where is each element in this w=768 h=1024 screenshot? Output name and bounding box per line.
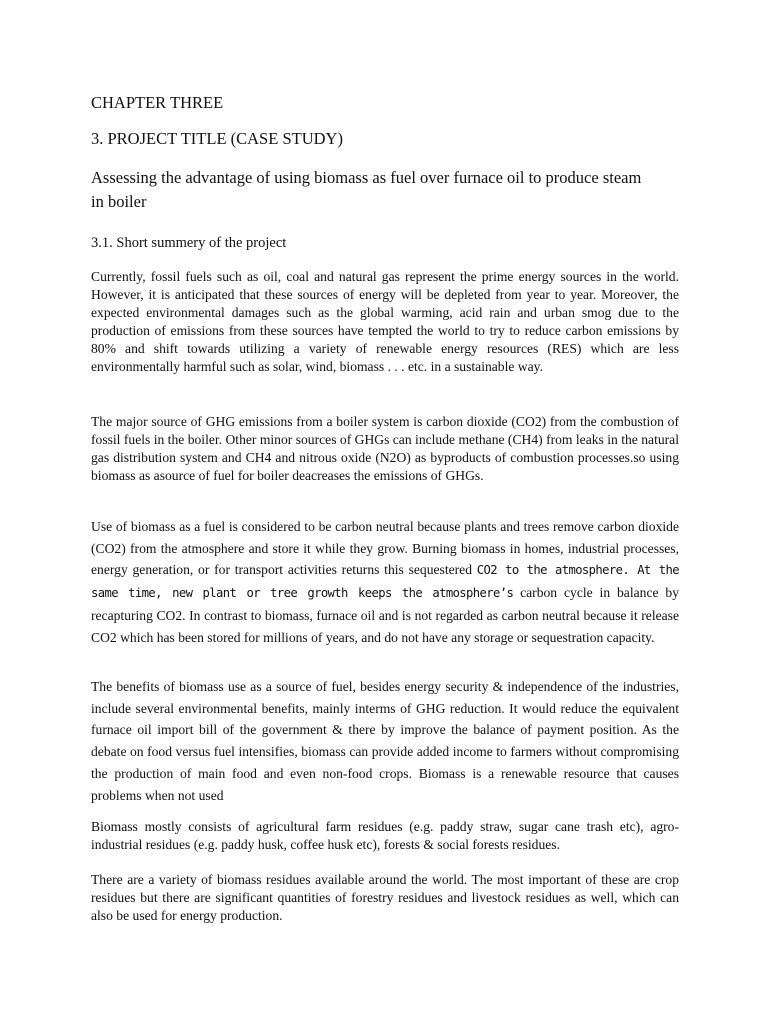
paragraph-carbon-neutral-part-1: Use of biomass as a fuel is considered to be carbon neutral because plants and trees remove carbon dioxide (CO2) from the atmosphere and store it while they grow. Burning biomass in homes, industrial processes, energy generation, or for transport activities returns this sequestered [91,519,679,578]
subtitle-line-1: Assessing the advantage of using biomass as fuel over furnace oil to produce steam [91,168,642,187]
project-subtitle [91,166,679,214]
paragraph-biomass-residues: There are a variety of biomass residues available around the world. The most important of these are crop residues but there are significant quantities of forestry residues and livestock residues as well, which can also be used for energy production. [91,872,679,923]
paragraph-carbon-neutral-part-2: carbon cycle in balance by recapturing CO2. In contrast to biomass, furnace oil and is not regarded as carbon neutral because it release CO2 which has been stored for millions of years, and do not have any storage or sequestration capacity. [91,585,680,645]
subtitle-line-2: in boiler [91,192,147,211]
paragraph-carbon-neutral [91,516,679,648]
section-heading: 3.1. Short summery of the project [91,235,287,251]
paragraph-biomass-composition: Biomass mostly consists of agricultural farm residues (e.g. paddy straw, sugar cane trash etc), agro-industrial residues (e.g. paddy husk, coffee husk etc), forests & social forests residues. [91,819,679,852]
paragraph-carbon-neutral-mono: CO2 to the atmosphere. At the same time, new plant or tree growth keeps the atmosphere’s [91,563,679,601]
paragraph-benefits: The benefits of biomass use as a source of fuel, besides energy security & independence of the industries, include several environmental benefits, mainly interms of GHG reduction. It would reduce the equivalent furnace oil import bill of the government & there by improve the balance of payment position. As the debate on food versus fuel intensifies, biomass can provide added income to farmers without compromising the production of main food and even non-food crops. Biomass is a renewable resource that causes problems when not used [91,679,679,803]
project-title: 3. PROJECT TITLE (CASE STUDY) [91,129,343,148]
paragraph-fossil-fuels: Currently, fossil fuels such as oil, coal and natural gas represent the prime energy sources in the world. However, it is anticipated that these sources of energy will be depleted from year to year. Moreover, the expected environmental damages such as the global warming, acid rain and urban smog due to the production of emissions from these sources have tempted the world to try to reduce carbon emissions by 80% and shift towards utilizing a variety of renewable energy resources (RES) which are less environmentally harmful such as solar, wind, biomass . . . etc. in a sustainable way. [91,269,679,374]
paragraph-ghg-emissions: The major source of GHG emissions from a boiler system is carbon dioxide (CO2) from the combustion of fossil fuels in the boiler. Other minor sources of GHGs can include methane (CH4) from leaks in the natural gas distribution system and CH4 and nitrous oxide (N2O) as byproducts of combustion processes.so using biomass as asource of fuel for boiler deacreases the emissions of GHGs. [91,414,679,483]
chapter-heading: CHAPTER THREE [91,93,224,112]
